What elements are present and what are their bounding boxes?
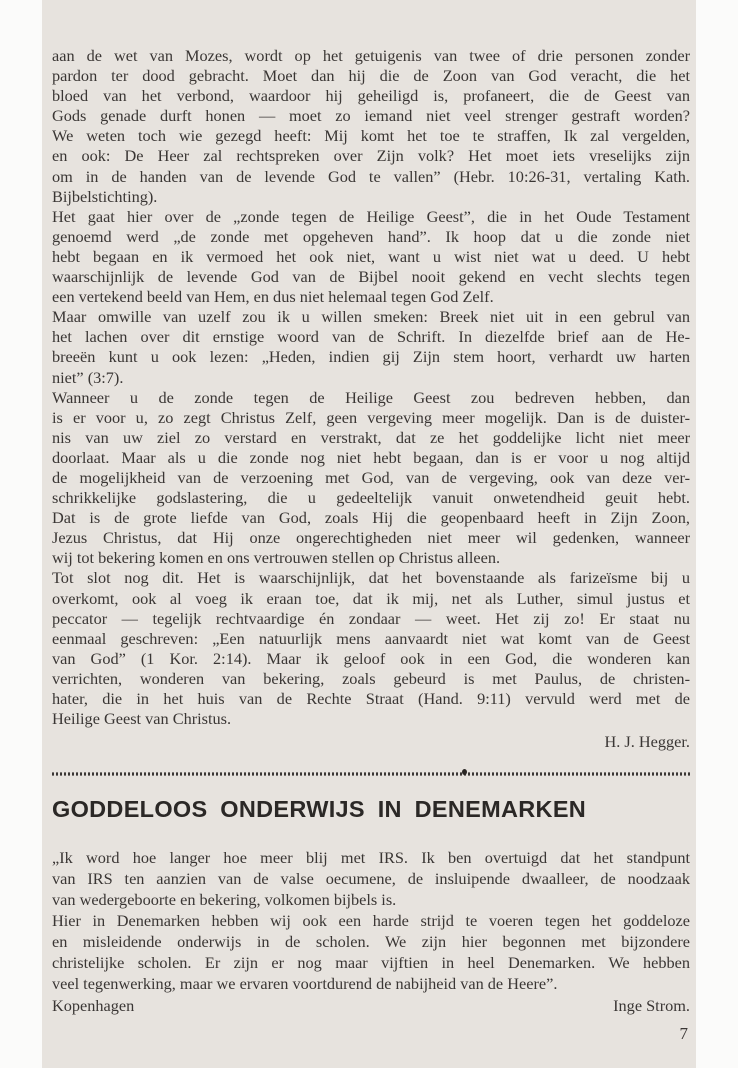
text-line: bloed van het verbond, waardoor hij geheiligd is, profaneert, die de Geest van (52, 86, 690, 106)
text-line: veel tegenwerking, maar we ervaren voortdurend de nabijheid van de Heere”. (52, 974, 558, 993)
text-line: Bijbelstichting). (52, 186, 158, 206)
author-signature-strom: Inge Strom. (613, 996, 690, 1015)
text-line: is er voor u, zo zegt Christus Zelf, geen vergeving meer mogelijk. Dan is de duister- (52, 407, 690, 427)
text-line: overkomt, ook al voeg ik eraan toe, dat ik mij, net als Luther, simul justus et (52, 588, 690, 608)
divider-ornament (462, 769, 467, 775)
text-line: van wedergeboorte en bekering, volkomen bijbels is. (52, 890, 397, 909)
text-line: pardon ter dood gebracht. Moet dan hij die de Zoon van God veracht, die het (52, 66, 690, 86)
text-line: schrikkelijke godslastering, die u gedeeltelijk vanuit onwetendheid geuit hebt. (52, 488, 690, 508)
place-name: Kopenhagen (52, 996, 135, 1015)
text-line: nis van uw ziel zo verstard en verstrakt, dat ze het goddelijke licht niet meer (52, 427, 690, 447)
text-line: Dat is de grote liefde van God, zoals Hij die geopenbaard heeft in Zijn Zoon, (52, 508, 690, 528)
article-body-denemarken (52, 847, 690, 994)
text-line: wij tot bekering komen en ons vertrouwen stellen op Christus alleen. (52, 548, 501, 568)
author-signature-hegger: H. J. Hegger. (604, 732, 690, 751)
article-body-hegger (52, 46, 690, 729)
text-line: en ook: De Heer zal rechtspreken over Zijn volk? Het moet iets vreselijks zijn (52, 146, 690, 166)
text-line: We weten toch wie gezegd heeft: Mij komt het toe te straffen, Ik zal vergelden, (52, 126, 690, 146)
text-line: waarschijnlijk de levende God van de Bijbel nooit gekend en vecht slechts tegen (52, 267, 690, 287)
text-line: christelijke scholen. Er zijn er nog maar vijftien in heel Denemarken. We hebben (52, 953, 690, 972)
text-line: Gods genade durft honen — moet zo iemand niet veel strenger gestraft worden? (52, 106, 690, 126)
article-heading: GODDELOOS ONDERWIJS IN DENEMARKEN (52, 796, 587, 822)
text-line: van IRS ten aanzien van de valse oecumene, de insluipende dwaalleer, de noodzaak (52, 869, 690, 888)
text-line: Hier in Denemarken hebben wij ook een harde strijd te voeren tegen het goddeloze (52, 911, 690, 930)
text-line: hebt begaan en ik vermoed het ook niet, want u wist niet wat u deed. U hebt (52, 246, 690, 266)
text-line: „Ik word hoe langer hoe meer blij met IRS. Ik ben overtuigd dat het standpunt (52, 848, 690, 867)
text-line: Maar omwille van uzelf zou ik u willen smeken: Breek niet uit in een gebrul van (52, 307, 690, 327)
text-line: niet” (3:7). (52, 367, 124, 387)
text-line: om in de handen van de levende God te vallen” (Hebr. 10:26-31, vertaling Kath. (52, 166, 690, 186)
text-line: doorlaat. Maar als u die zonde nog niet hebt begaan, dan is er voor u nog altijd (52, 447, 690, 467)
text-line: verrichten, wonderen van bekering, zoals gebeurd is met Paulus, de christen- (52, 668, 690, 688)
text-line: van God” (1 Kor. 2:14). Maar ik geloof ook in een God, die wonderen kan (52, 648, 690, 668)
page-number: 7 (679, 1024, 688, 1043)
text-line: hater, die in het huis van de Rechte Straat (Hand. 9:11) vervuld werd met de (52, 689, 690, 708)
text-line: het lachen over dit ernstige woord van de Schrift. In diezelfde brief aan de He- (52, 327, 690, 347)
text-line: aan de wet van Mozes, wordt op het getuigenis van twee of drie personen zonder (52, 46, 690, 65)
text-line: en misleidende onderwijs in de scholen. We zijn hier begonnen met bijzondere (52, 932, 690, 951)
text-line: een vertekend beeld van Hem, en dus niet helemaal tegen God Zelf. (52, 287, 494, 307)
text-line: Jezus Christus, dat Hij onze ongerechtigheden niet meer wil gedenken, wanneer (52, 528, 690, 548)
text-line: Tot slot nog dit. Het is waarschijnlijk, dat het bovenstaande als farizeïsme bij u (52, 568, 690, 588)
text-line: eenmaal geschreven: „Een natuurlijk mens aanvaardt niet wat komt van de Geest (52, 628, 690, 648)
text-line: Het gaat hier over de „zonde tegen de Heilige Geest”, die in het Oude Testament (52, 206, 690, 226)
text-line: de mogelijkheid van de verzoening met God, van de vergeving, ook van deze ver- (52, 467, 690, 487)
text-line: peccator — tegelijk rechtvaardige én zondaar — weet. Het zij zo! Er staat nu (52, 608, 690, 628)
text-line: breeën kunt u ook lezen: „Heden, indien gij Zijn stem hoort, verhardt uw harten (52, 347, 690, 367)
text-line: genoemd werd „de zonde met opgeheven hand”. Ik hoop dat u die zonde niet (52, 226, 690, 246)
text-line: Heilige Geest van Christus. (52, 709, 232, 729)
article-footer (52, 996, 690, 1016)
text-line: Wanneer u de zonde tegen de Heilige Geest zou bedreven hebben, dan (52, 387, 690, 407)
